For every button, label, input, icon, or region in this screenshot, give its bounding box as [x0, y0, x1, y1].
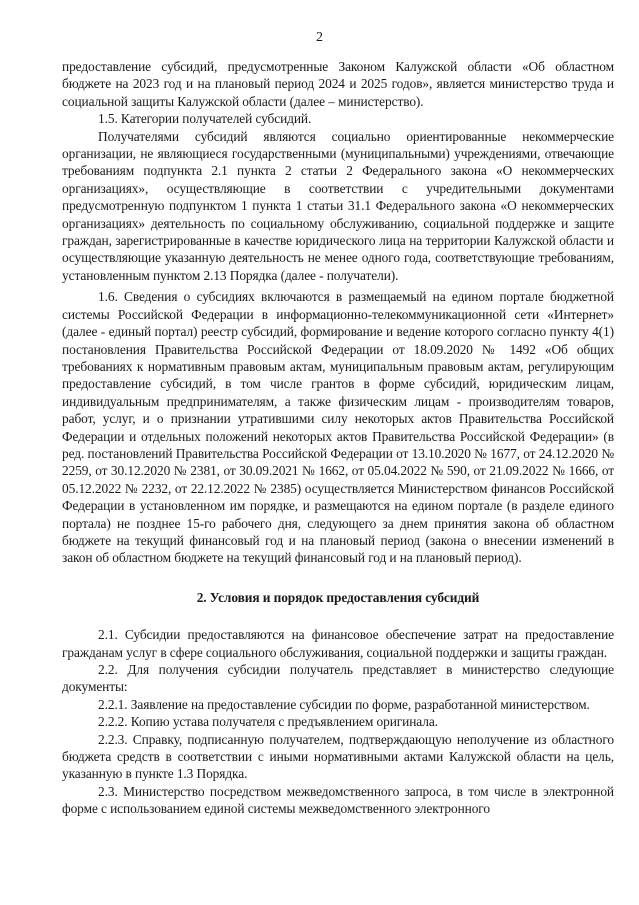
paragraph-recipients: Получателями субсидий являются социально ориентированные некоммерческие организации, не являющиеся государственными (муниципальными) учреждениями, отвечающие требованиям подпункта 2.1 пункта 2 статьи 2 Федерального закона «О некоммерческих организациях», осуществляющие в соответствии с учредительными документами предусмотренную подпунктом 1 пункта 1 статьи 31.1 Федерального закона «О некоммерческих организациях» деятельность по социальному обслуживанию, социальной поддержке и защите граждан, зарегистрированные в качестве юридического лица на территории Калужской области и осуществляющие указанную деятельность не менее одного года, соответствующие требованиям, установленным пунктом 2.13 Порядка (далее - получатели). [62, 128, 614, 283]
paragraph-2-3: 2.3. Министерство посредством межведомственного запроса, в том числе в электронной форме с использованием единой системы межведомственного электронного [62, 783, 614, 817]
paragraph-2-1: 2.1. Субсидии предоставляются на финансовое обеспечение затрат на предоставление гражданам услуг в сфере социального обслуживания, социальной поддержки и защиты граждан. [62, 627, 614, 660]
paragraph-2-2: 2.2. Для получения субсидии получатель представляет в министерство следующие документы: [62, 662, 614, 695]
page-number: 2 [316, 30, 323, 45]
paragraph-1-6: 1.6. Сведения о субсидиях включаются в размещаемый на едином портале бюджетной системы Российской Федерации в информационно-телекоммуникационной сети «Интернет» (далее - единый портал) реестр субсидий, формирование и ведение которого согласно пункту 4(1) постановления Правительства Российской Федерации от 18.09.2020 № 1492 «Об общих требованиях к нормативным правовым актам, муниципальным правовым актам, регулирующим предоставление субсидий, в том числе грантов в форме субсидий, юридическим лицам, индивидуальным предпринимателям, а также физическим лицам - производителям товаров, работ, услуг, и о признании утратившими силу некоторых актов Правительства Российской Федерации и отдельных положений некоторых актов Правительства Российской Федерации» (в ред. постановлений Правительства Российской Федерации от 13.10.2020 № 1677, от 24.12.2020 № 2259, от 30.12.2020 № 2381, от 30.09.2021 № 1662, от 05.04.2022 № 590, от 21.09.2022 № 1666, от 05.12.2022 № 2232, от 22.12.2022 № 2385) осуществляется Министерством финансов Российской Федерации в установленном им порядке, и размещаются на едином портале (в разделе единого портала) не позднее 15-го рабочего дня, следующего за днем принятия закона об областном бюджете на текущий финансовый год и на плановый период (закона о внесении изменений в закон об областном бюджете на текущий финансовый год и на плановый период). [62, 289, 614, 566]
paragraph-2-2-3: 2.2.3. Справку, подписанную получателем, подтверждающую неполучение из областного бюджета средств в соответствии с иными нормативными актами Калужской области на цель, указанную в пункте 1.3 Порядка. [62, 731, 614, 782]
paragraph-1-5-heading: 1.5. Категории получателей субсидий. [98, 111, 312, 127]
section-2-title: 2. Условия и порядок предоставления субсидий [196, 589, 480, 605]
paragraph-2-2-2: 2.2.2. Копию устава получателя с предъявлением оригинала. [98, 714, 438, 730]
paragraph-2-2-1: 2.2.1. Заявление на предоставление субсидии по форме, разработанной министерством. [98, 696, 590, 712]
paragraph-continuation: предоставление субсидий, предусмотренные Законом Калужской области «Об областном бюджете на 2023 год и на плановый период 2024 и 2025 годов», является министерство труда и социальной защиты Калужской области (далее – министерство). [62, 59, 614, 109]
document-body [62, 58, 614, 818]
